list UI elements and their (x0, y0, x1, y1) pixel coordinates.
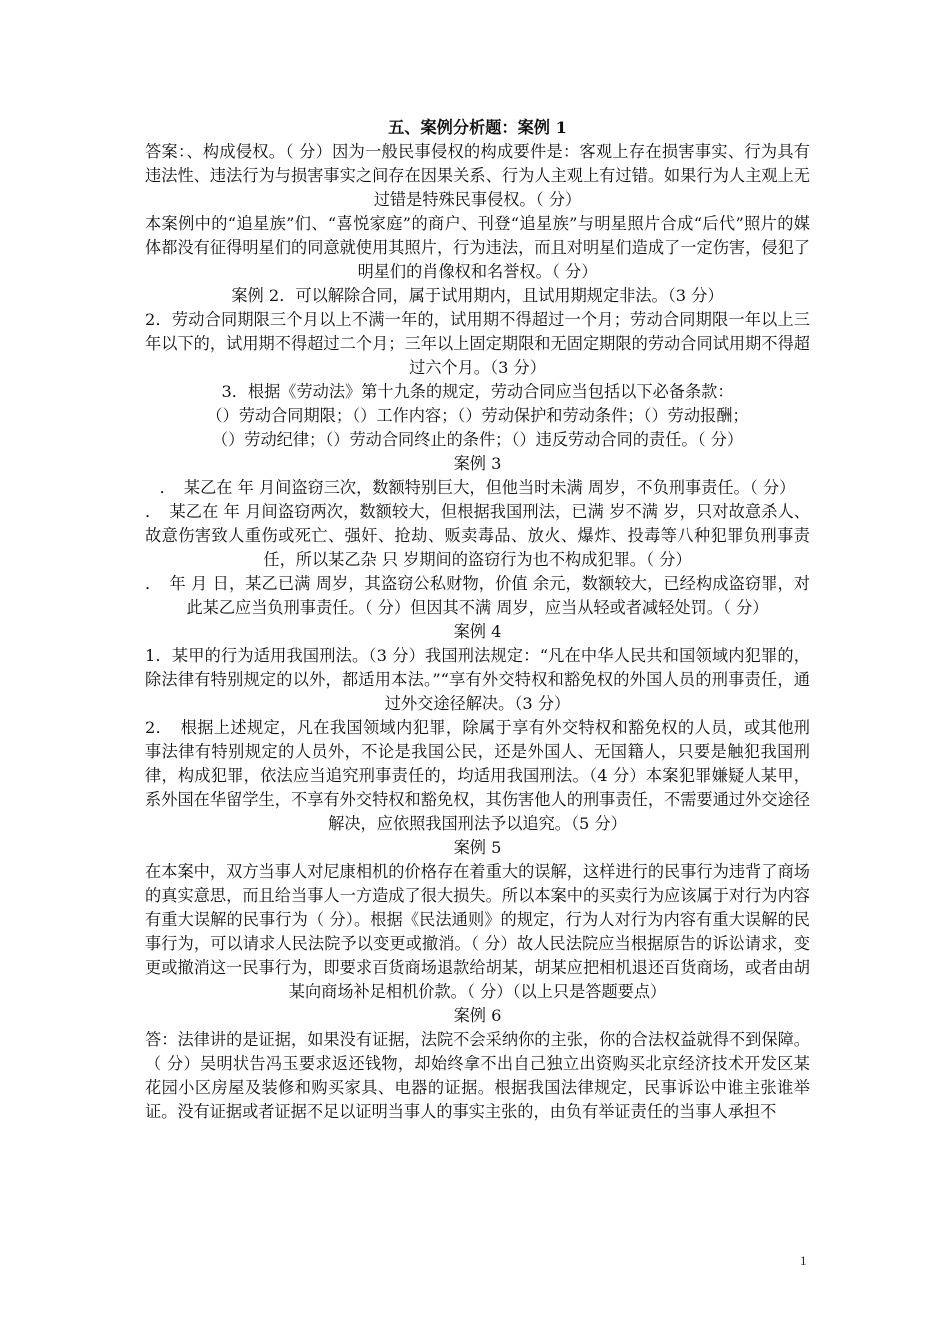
paragraph: （）劳动合同期限；（）工作内容；（）劳动保护和劳动条件；（）劳动报酬； (206, 406, 749, 425)
paragraph: 本案例中的“追星族”们、“喜悦家庭”的商户、刊登“追星族”与明星照片合成“后代”照片的媒体都没有征得明星们的同意就使用其照片，行为违法，而且对明星们造成了一定伤害，侵犯了明星们的肖像权和名誉权。（ 分） (145, 214, 810, 281)
case-heading: 案例 4 (453, 622, 502, 641)
paragraph: 在本案中，双方当事人对尼康相机的价格存在着重大的误解，这样进行的民事行为违背了商场的真实意思，而且给当事人一方造成了很大损失。所以本案中的买卖行为应该属于对行为内容有重大误解的民事行为（ 分）。根据《民法通则》的规定，行为人对行为内容有重大误解的民事行为，可以请求人民法院予以变更或撤消。（ 分）故人民法院应当根据原告的诉讼请求，变更或撤消这一民事行为，即要求百货商场退款给胡某，胡某应把相机退还百货商场，或者由胡某向商场补足相机价款。（ 分）（以上只是答题要点） (145, 862, 810, 1001)
page-number: 1 (800, 1253, 807, 1268)
paragraph: 案例 2．可以解除合同，属于试用期内，且试用期规定非法。（3 分） (231, 286, 724, 305)
paragraph: 2． 根据上述规定，凡在我国领域内犯罪，除属于享有外交特权和豁免权的人员，或其他刑事法律有特别规定的人员外，不论是我国公民，还是外国人、无国籍人，只要是触犯我国刑律，构成犯罪，依法应当追究刑事责任的，均适用我国刑法。（4 分）本案犯罪嫌疑人某甲，系外国在华留学生，不享有外交特权和豁免权，其伤害他人的刑事责任，不需要通过外交途径解决，应依照我国刑法予以追究。（5 分） (145, 718, 810, 833)
document-body (145, 116, 810, 1124)
paragraph: 答：法律讲的是证据，如果没有证据，法院不会采纳你的主张，你的合法权益就得不到保障。（ 分）吴明状告冯玉要求返还钱物，却始终拿不出自己独立出资购买北京经济技术开发区某花园小区房屋及装修和购买家具、电器的证据。根据我国法律规定，民事诉讼中谁主张谁举证。没有证据或者证据不足以证明当事人的事实主张的，由负有举证责任的当事人承担不 (145, 1030, 810, 1121)
paragraph: （）劳动纪律；（）劳动合同终止的条件；（）违反劳动合同的责任。（ 分） (211, 430, 744, 449)
case-heading: 案例 3 (453, 454, 502, 473)
paragraph: ． 某乙在 年 月间盗窃三次，数额特别巨大，但他当时未满 周岁，不负刑事责任。（ 分） (159, 478, 796, 497)
paragraph: 答案：、构成侵权。（ 分）因为一般民事侵权的构成要件是：客观上存在损害事实、行为具有违法性、违法行为与损害事实之间存在因果关系、行为人主观上有过错。如果行为人主观上无过错是特殊民事侵权。（ 分） (145, 142, 810, 209)
section-title: 五、案例分析题：案例 1 (388, 118, 567, 137)
case-heading: 案例 6 (453, 1006, 502, 1025)
paragraph: 1．某甲的行为适用我国刑法。（3 分）我国刑法规定：“凡在中华人民共和国领域内犯罪的，除法律有特别规定的以外，都适用本法。”“享有外交特权和豁免权的外国人员的刑事责任，通过外交途径解决。（3 分） (145, 646, 810, 713)
case-heading: 案例 5 (453, 838, 502, 857)
paragraph: 3．根据《劳动法》第十九条的规定，劳动合同应当包括以下必备条款： (221, 382, 734, 401)
paragraph: 2．劳动合同期限三个月以上不满一年的，试用期不得超过一个月；劳动合同期限一年以上三年以下的，试用期不得超过二个月；三年以上固定期限和无固定期限的劳动合同试用期不得超过六个月。（3 分） (145, 310, 810, 377)
paragraph: ． 年 月 日，某乙已满 周岁，其盗窃公私财物，价值 余元，数额较大，已经构成盗窃罪，对此某乙应当负刑事责任。（ 分）但因其不满 周岁，应当从轻或者减轻处罚。（ 分） (145, 574, 810, 617)
paragraph: ． 某乙在 年 月间盗窃两次，数额较大，但根据我国刑法，已满 岁不满 岁，只对故意杀人、故意伤害致人重伤或死亡、强奸、抢劫、贩卖毒品、放火、爆炸、投毒等八种犯罪负刑事责任，所以某乙杂 只 岁期间的盗窃行为也不构成犯罪。（ 分） (145, 502, 810, 569)
